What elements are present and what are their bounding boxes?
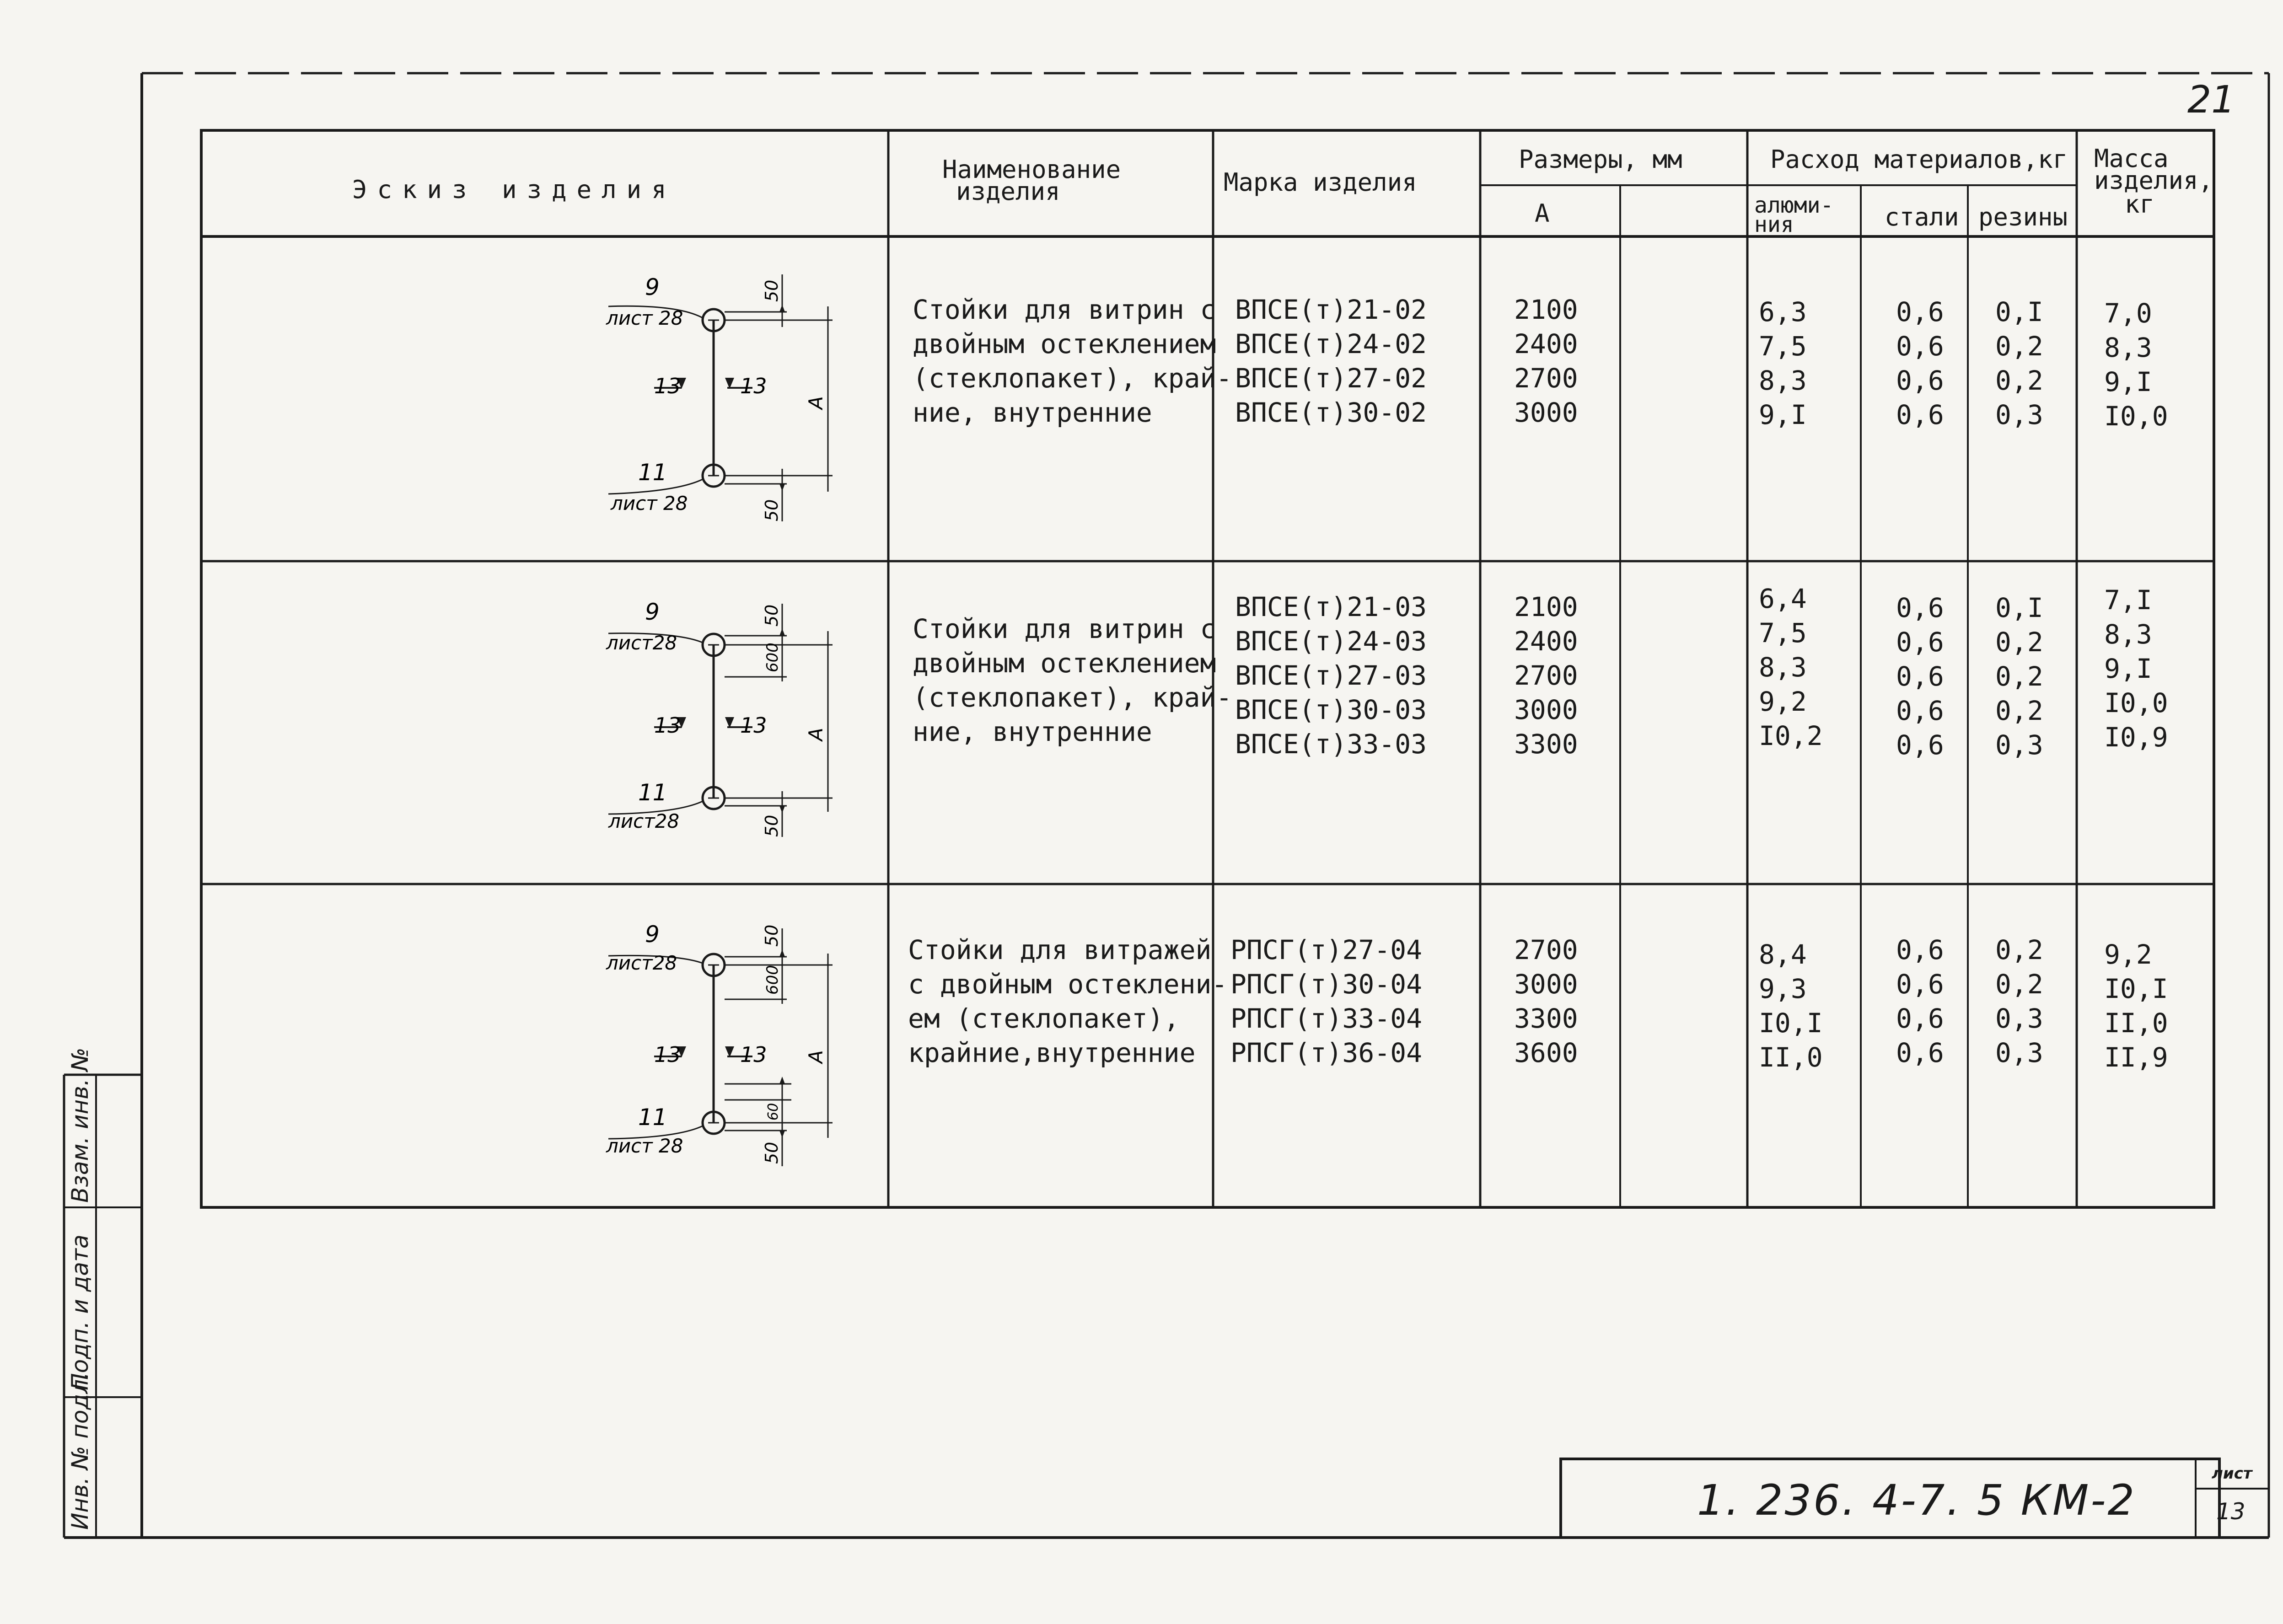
row3-sketch-section-right: 13 [740,1042,767,1067]
header-rubber: резины [1978,203,2068,231]
row2-steel: 0,6 0,6 0,6 0,6 0,6 [1896,592,1944,761]
header-mass-line3: кг [2125,190,2155,219]
sheet-number: 13 [2216,1498,2245,1525]
row1-sketch [595,261,851,526]
row3-mass: 9,2 I0,I II,0 II,9 [2104,939,2168,1073]
side-label-inv: Инв. № подл. [67,1372,93,1530]
row2-name: Стойки для витрин с двойным остеклением (стеклопакет), край- ние, внутренние [913,613,1232,747]
header-name-line1: Наименование [942,155,1121,184]
row2-mass: 7,I 8,3 9,I I0,0 I0,9 [2104,584,2168,753]
sheet-label: лист [2212,1464,2252,1483]
row2-sketch-top-sheet: лист28 [606,632,677,654]
row1-sketch-dim-a: A [805,396,827,409]
document-code: 1. 236. 4-7. 5 КМ-2 [1697,1476,2137,1525]
header-name-line2: изделия [956,177,1060,206]
row2-size-a: 2100 2400 2700 3000 3300 [1514,591,1578,760]
side-label-replace: Взам. инв. № [67,1047,93,1203]
row3-sketch-dim-small: 60 [765,1103,781,1120]
row2-sketch-dim-bottom: 50 [762,815,782,837]
row3-rubber: 0,2 0,2 0,3 0,3 [1995,934,2043,1068]
row1-size-a: 2100 2400 2700 3000 [1514,294,1578,428]
row1-name: Стойки для витрин с двойным остеклением (стеклопакет), край- ние, внутренние [913,294,1232,428]
row2-sketch-section-left: 13 [654,713,681,738]
row3-sketch-dim-top: 50 [762,924,782,947]
row1-sketch-bottom-sheet: лист 28 [611,492,688,515]
row2-aluminum: 6,4 7,5 8,3 9,2 I0,2 [1759,583,1823,751]
row2-sketch-dim-mid: 600 [763,643,782,672]
row1-sketch-dim-bottom: 50 [762,499,782,521]
row2-rubber: 0,I 0,2 0,2 0,2 0,3 [1995,592,2043,761]
row1-sketch-top-sheet: лист 28 [606,307,683,329]
row2-sketch-dim-a: A [805,728,827,741]
row3-size-a: 2700 3000 3300 3600 [1514,934,1578,1068]
row3-marks: РПСГ(т)27-04 РПСГ(т)30-04 РПСГ(т)33-04 РПСГ(т)36-04 [1230,934,1423,1068]
row1-mass: 7,0 8,3 9,I I0,0 [2104,298,2168,432]
row1-sketch-section-right: 13 [740,374,767,398]
header-size-a: А [1535,199,1550,228]
row3-sketch-dim-a: A [805,1050,827,1063]
header-mass-line2: изделия, [2094,166,2213,195]
header-sizes: Размеры, мм [1519,145,1682,174]
row1-sketch-section-left: 13 [654,374,681,398]
row2-sketch-bottom-sheet: лист28 [608,810,680,832]
row1-sketch-top-pos: 9 [645,274,660,300]
row2-sketch-top-pos: 9 [645,599,660,625]
header-aluminum-line1: алюми- [1754,193,1834,218]
row1-marks: ВПСЕ(т)21-02 ВПСЕ(т)24-02 ВПСЕ(т)27-02 ВПСЕ(т)30-02 [1235,294,1427,428]
row1-rubber: 0,I 0,2 0,2 0,3 [1995,296,2043,430]
header-mass-line1: Масса [2094,144,2169,173]
row3-steel: 0,6 0,6 0,6 0,6 [1896,934,1944,1068]
row3-sketch-section-left: 13 [654,1042,681,1067]
row2-sketch-section-right: 13 [740,713,767,738]
row1-sketch-bottom-pos: 11 [638,459,667,486]
header-materials: Расход материалов,кг [1770,145,2068,174]
row3-sketch [595,919,851,1180]
row3-sketch-bottom-sheet: лист 28 [606,1135,683,1157]
row3-sketch-bottom-pos: 11 [638,1104,667,1131]
row3-aluminum: 8,4 9,3 I0,I II,0 [1759,939,1823,1073]
row3-sketch-top-pos: 9 [645,921,660,948]
row2-sketch [595,590,851,846]
row1-sketch-dim-top: 50 [762,279,782,302]
header-sketch: Эскиз изделия [352,175,677,204]
row2-sketch-bottom-pos: 11 [638,779,667,806]
row2-marks: ВПСЕ(т)21-03 ВПСЕ(т)24-03 ВПСЕ(т)27-03 ВПСЕ(т)30-03 ВПСЕ(т)33-03 [1235,591,1427,760]
row3-sketch-top-sheet: лист28 [606,952,677,974]
header-aluminum-line2: ния [1754,212,1794,237]
row1-aluminum: 6,3 7,5 8,3 9,I [1759,296,1807,430]
page-mark: 21 [2187,78,2235,122]
row3-name: Стойки для витражей с двойным остеклени- ем (стеклопакет), крайние,внутренние [908,934,1228,1068]
header-mark: Марка изделия [1224,168,1417,197]
row3-sketch-dim-mid: 600 [763,965,782,995]
header-steel: стали [1885,203,1959,231]
side-label-sign: Подп. и дата [67,1234,93,1390]
row2-sketch-dim-top: 50 [762,604,782,627]
row1-steel: 0,6 0,6 0,6 0,6 [1896,296,1944,430]
row3-sketch-dim-bottom: 50 [762,1142,782,1164]
